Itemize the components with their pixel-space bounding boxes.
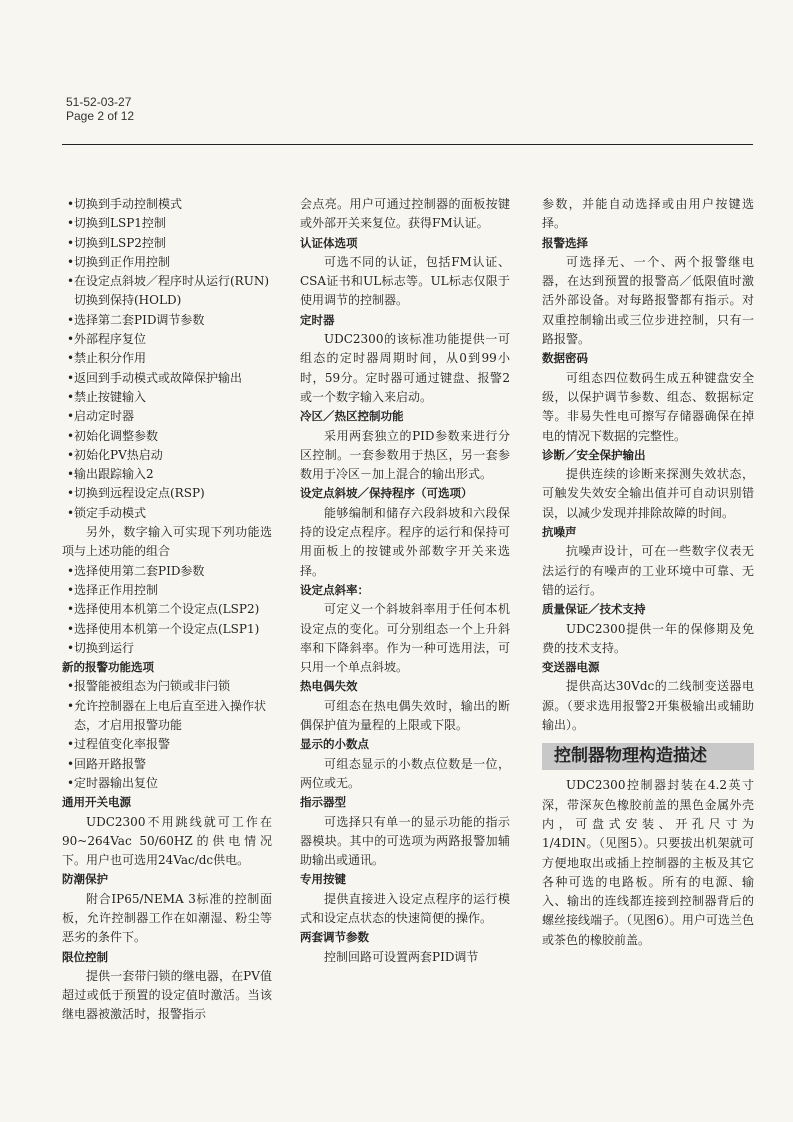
list-item: • 回路开路报警 [62, 755, 272, 774]
paragraph-zone-control: 采用两套独立的PID参数来进行分区控制。一套参数用于热区，另一套参数用于冷区－加上混合的输出形式。 [300, 428, 510, 482]
paragraph-warranty: UDC2300提供一年的保修期及免费的技术支持。 [542, 621, 754, 655]
list-item: • 定时器输出复位 [62, 774, 272, 793]
list-item: • 选择使用第二套PID参数 [62, 562, 272, 581]
list-item: • 禁止按键输入 [62, 388, 272, 407]
list-item: • 切换到LSP1控制 [62, 214, 272, 233]
heading-moisture-protection: 防潮保护 [62, 872, 108, 887]
paragraph-decimal-point: 可组态显示的小数点位数是一位，两位或无。 [300, 756, 510, 790]
list-item: • 选择使用本机第一个设定点(LSP1) [62, 620, 272, 639]
list-item: • 切换到运行 [62, 639, 272, 658]
heading-tuning-sets: 两套调节参数 [300, 930, 369, 945]
heading-noise-immunity: 抗噪声 [542, 525, 577, 540]
list-item: • 切换到远程设定点(RSP) [62, 484, 272, 503]
paragraph-continued: 会点亮。用户可通过控制器的面板按键或外部开关来复位。获得FM认证。 [300, 197, 510, 231]
list-item: • 禁止积分作用 [62, 349, 272, 368]
list-item: • 切换到正作用控制 [62, 253, 272, 272]
page-number: Page 2 of 12 [66, 109, 135, 123]
combo-function-list [62, 562, 272, 658]
heading-certification: 认证体选项 [300, 235, 358, 250]
list-item: • 初始化PV热启动 [62, 446, 272, 465]
paragraph-indicator: 可选择只有单一的显示功能的指示器模块。其中的可选项为两路报警加辅助输出或通讯。 [300, 814, 510, 868]
paragraph-power-supply: UDC2300不用跳线就可工作在90~264Vac 50/60HZ的供电情况下。用户也可选用24Vac/dc供电。 [62, 814, 272, 868]
list-item: • 选择第二套PID调节参数 [62, 311, 272, 330]
list-item: • 允许控制器在上电后直至进入操作状态，才启用报警功能 [62, 697, 272, 736]
list-item: • 选择使用本机第二个设定点(LSP2) [62, 600, 272, 619]
heading-diagnostics: 诊断／安全保护输出 [542, 447, 646, 462]
list-item: • 报警能被组态为闩锁或非闩锁 [62, 677, 272, 696]
paragraph-setpoint-rate: 可定义一个斜坡斜率用于任何本机设定点的变化。可分别组态一个上升斜率和下降斜率。作为一种可选用法，可只用一个单点斜坡。 [300, 602, 510, 675]
heading-password: 数据密码 [542, 351, 588, 366]
list-item: • 切换到手动控制模式 [62, 195, 272, 214]
combo-paragraph: 另外，数字输入可实现下列功能选项与上述功能的组合 [62, 525, 272, 559]
paragraph-thermocouple-failure: 可组态在热电偶失效时，输出的断偶保护值为量程的上限或下限。 [300, 698, 510, 733]
list-item: • 返回到手动模式或故障保护输出 [62, 369, 272, 388]
heading-alarm-selection: 报警选择 [542, 235, 588, 250]
list-item: • 初始化调整参数 [62, 427, 272, 446]
list-item: • 在设定点斜坡／程序时从运行(RUN)切换到保持(HOLD) [62, 272, 272, 311]
paragraph-transmitter-power: 提供高达30Vdc的二线制变送器电源。（要求选用报警2开集极输出或辅助输出）。 [542, 679, 754, 733]
section-banner-physical: 控制器物理构造描述 [542, 743, 754, 770]
heading-alarm-options: 新的报警功能选项 [62, 660, 154, 675]
column-3 [542, 195, 754, 950]
heading-setpoint-rate: 设定点斜率： [300, 582, 369, 597]
paragraph-password: 可组态四位数码生成五种键盘安全级，以保护调节参数、组态、数据标定等。非易失性电可擦写存储器确保在掉电的情况下数据的完整性。 [542, 370, 754, 443]
heading-warranty: 质量保证／技术支持 [542, 602, 646, 617]
column-1 [62, 195, 272, 1025]
heading-zone-control: 冷区／热区控制功能 [300, 409, 404, 424]
heading-transmitter-power: 变送器电源 [542, 660, 600, 675]
alarm-option-list [62, 677, 272, 793]
list-item: • 过程值变化率报警 [62, 735, 272, 754]
paragraph-continued: 参数，并能自动选择或由用户按键选择。 [542, 197, 754, 231]
page-header [66, 95, 134, 123]
list-item: • 锁定手动模式 [62, 504, 272, 523]
list-item: • 切换到LSP2控制 [62, 234, 272, 253]
paragraph-setpoint-ramp: 能够编制和储存六段斜坡和六段保持的设定点程序。程序的运行和保持可用面板上的按键或外部数字开关来选择。 [300, 505, 510, 578]
digital-input-function-list [62, 195, 272, 523]
paragraph-tuning-sets: 控制回路可设置两套PID调节 [324, 949, 479, 964]
paragraph-timer: UDC2300的该标准功能提供一可组态的定时器周期时间，从0到99小时，59分。定时器可通过键盘、报警2或一个数字输入来启动。 [300, 332, 510, 404]
column-2 [300, 195, 510, 967]
doc-number: 51-52-03-27 [66, 95, 132, 109]
list-item: • 外部程序复位 [62, 330, 272, 349]
heading-limit-control: 限位控制 [62, 949, 108, 964]
heading-dedicated-keys: 专用按键 [300, 872, 346, 887]
paragraph-alarm-selection: 可选择无、一个、两个报警继电器，在达到预置的报警高／低限值时激活外部设备。对每路报警都有指示。对双重控制输出或三位步进控制，只有一路报警。 [542, 254, 754, 347]
list-item: • 选择正作用控制 [62, 581, 272, 600]
paragraph-certification: 可选不同的认证，包括FM认证、CSA证书和UL标志等。UL标志仅限于使用调节的控制器。 [300, 254, 510, 308]
paragraph-diagnostics: 提供连续的诊断来探测失效状态，可触发失效安全输出值并可自动识别错误，以减少发现并排除故障的时间。 [542, 467, 754, 520]
heading-thermocouple-failure: 热电偶失效 [300, 679, 358, 694]
paragraph-physical-description: UDC2300控制器封装在4.2英寸深，带深灰色橡胶前盖的黑色金属外壳内，可盘式安装、开孔尺寸为1/4DIN。（见图5）。只要拔出机架就可方便地取出或插上控制器的主板及其它各种可选的电路板。所有的电源、输入、输出的连线都连接到控制器背后的螺丝接线端子。（见图6）。用户可选兰色或茶色的橡胶前盖。 [542, 778, 754, 947]
heading-decimal-point: 显示的小数点 [300, 737, 369, 752]
paragraph-dedicated-keys: 提供直接进入设定点程序的运行模式和设定点状态的快速简便的操作。 [300, 891, 510, 925]
heading-power-supply: 通用开关电源 [62, 795, 131, 810]
paragraph-noise-immunity: 抗噪声设计，可在一些数字仪表无法运行的有噪声的工业环境中可靠、无错的运行。 [542, 544, 754, 597]
heading-indicator: 指示器型 [300, 795, 346, 810]
paragraph-moisture-protection: 附合IP65/NEMA 3标准的控制面板，允许控制器工作在如潮湿、粉尘等恶劣的条件下。 [62, 891, 272, 945]
header-rule [62, 144, 753, 145]
list-item: • 输出跟踪输入2 [62, 465, 272, 484]
list-item: • 启动定时器 [62, 407, 272, 426]
paragraph-limit-control: 提供一套带闩锁的继电器，在PV值超过或低于预置的设定值时激活。当该继电器被激活时，报警指示 [62, 968, 272, 1022]
heading-setpoint-ramp: 设定点斜坡／保持程序（可选项） [300, 486, 473, 501]
heading-timer: 定时器 [300, 312, 335, 327]
